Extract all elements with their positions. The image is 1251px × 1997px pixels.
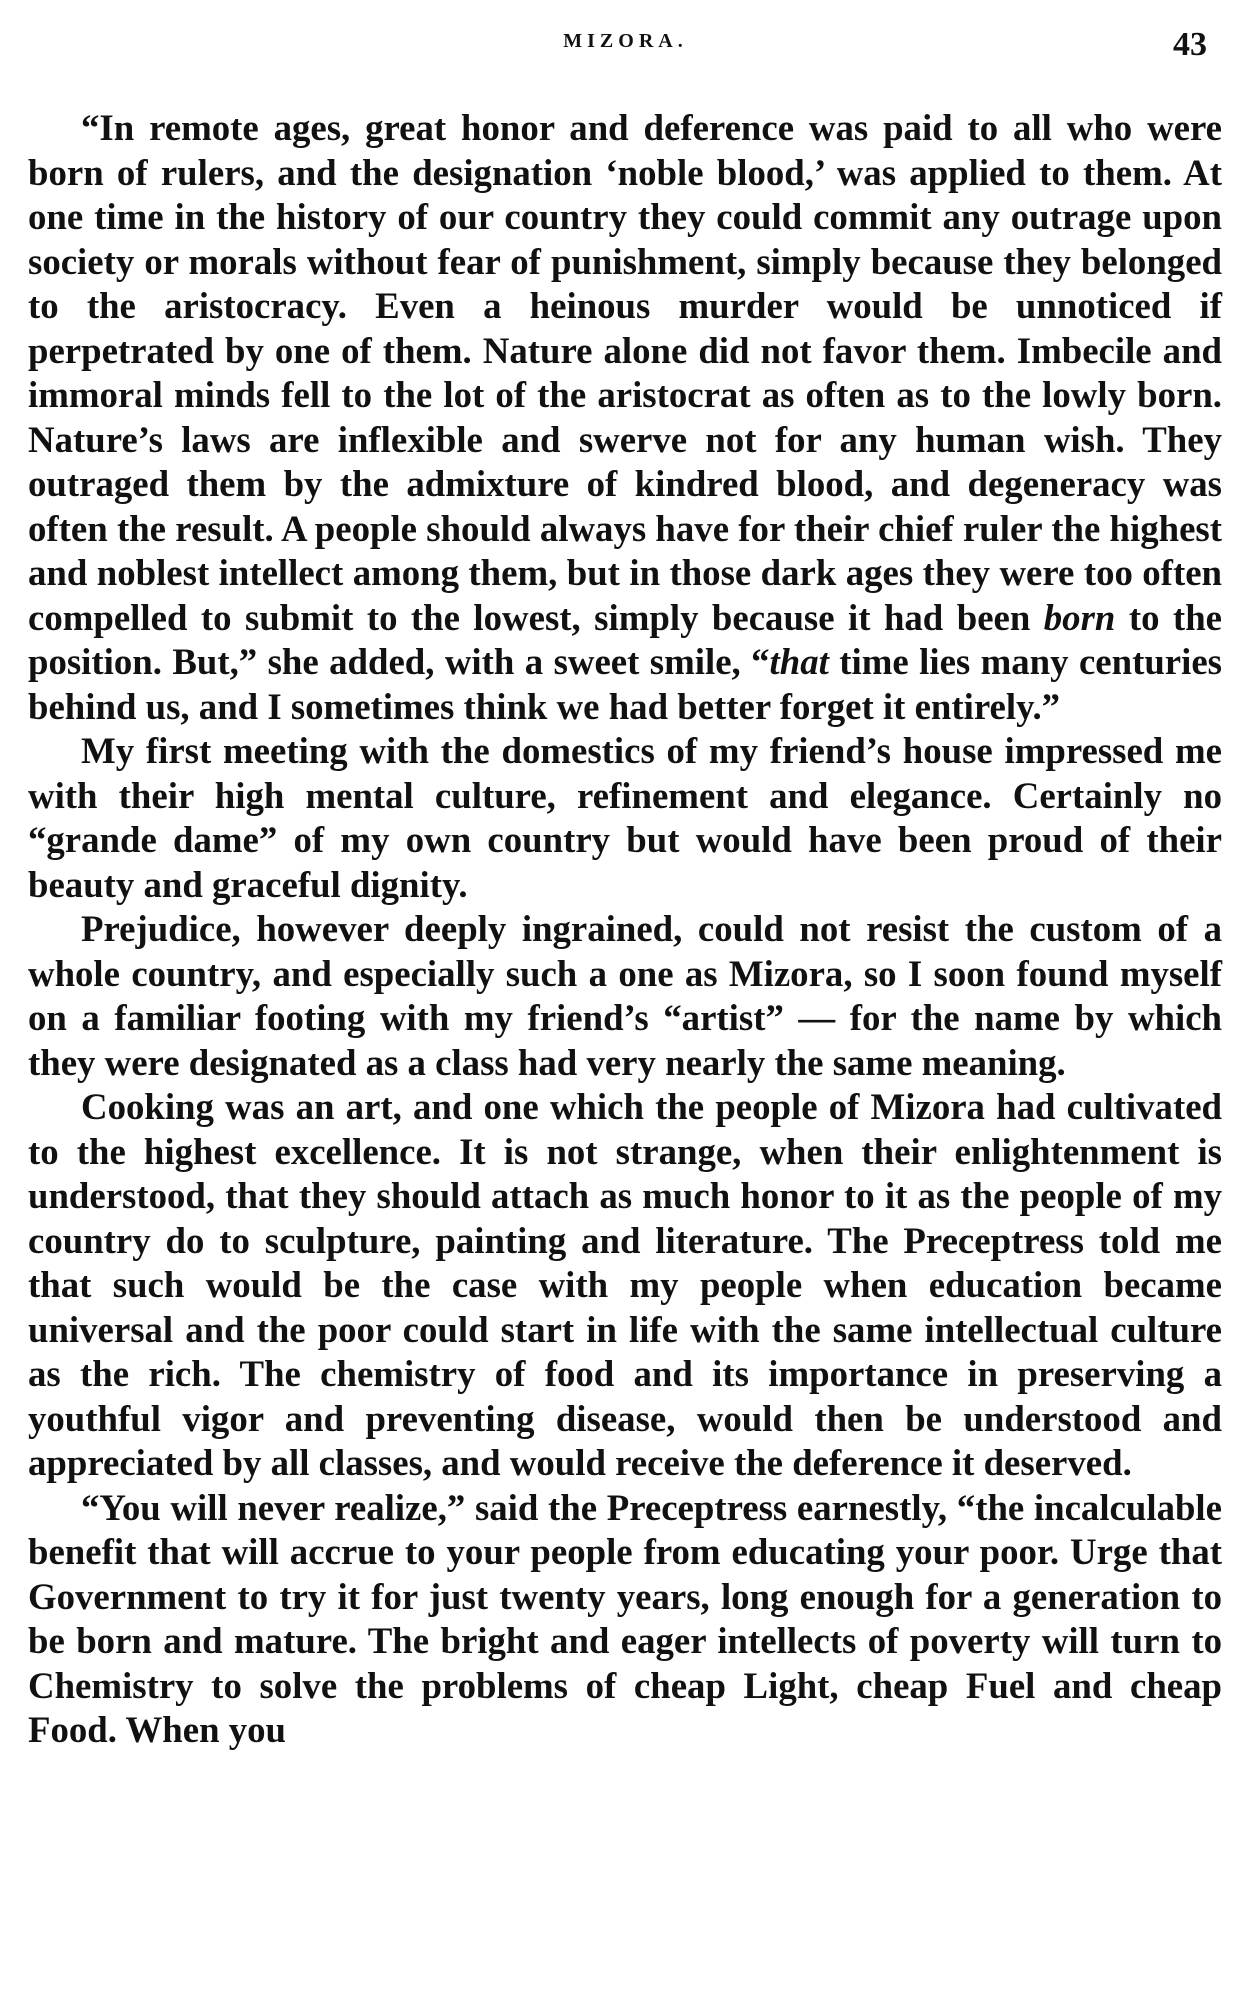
- paragraph-1-text-start: “In remote ages, great honor and deference was paid to all who were born of rulers, and the designation ‘noble blood,’ was applied to them. At one time in the history of our country they could commit any outrage upon society or morals without fear of punishment, simply because they belonged to the aristocracy. Even a heinous murder would be unnoticed if perpetrated by one of them. Nature alone did not favor them. Imbecile and immoral minds fell to the lot of the aristocrat as often as to the lowly born. Nature’s laws are inflexible and swerve not for any human wish. They outraged them by the admixture of kindred blood, and degeneracy was often the result. A people should always have for their chief ruler the highest and noblest intellect among them, but in those dark ages they were too often compelled to submit to the lowest, simply because it had been: [28, 107, 1222, 638]
- page-number: 43: [1173, 26, 1207, 63]
- paragraph-3: Prejudice, however deeply ingrained, could not resist the custom of a whole country, and especially such a one as Mizora, so I soon found myself on a familiar footing with my friend’s “artist” — for the name by which they were designated as a class had very nearly the same meaning.: [28, 908, 1222, 1083]
- running-title: MIZORA.: [563, 30, 688, 52]
- paragraph-1-text-middle: to the position. But,” she added, with a sweet smile, “: [28, 596, 1222, 682]
- paragraph-1: [28, 106, 1222, 729]
- paragraph-5: “You will never realize,” said the Preceptress earnestly, “the incalculable benefit that will accrue to your people from educating your poor. Urge that Government to try it for just twenty years, long enough for a generation to be born and mature. The bright and eager intellects of poverty will turn to Chemistry to solve the problems of cheap Light, cheap Fuel and cheap Food. When you: [28, 1486, 1222, 1750]
- paragraph-4: Cooking was an art, and one which the people of Mizora had cultivated to the highest excellence. It is not strange, when their enlightenment is understood, that they should attach as much honor to it as the people of my country do to sculpture, painting and literature. The Preceptress told me that such would be the case with my people when education became universal and the poor could start in life with the same intellectual culture as the rich. The chemistry of food and its importance in preserving a youthful vigor and preventing disease, would then be understood and appreciated by all classes, and would receive the deference it deserved.: [28, 1086, 1222, 1483]
- running-header: [0, 26, 1251, 66]
- emphasis-born: born: [1043, 596, 1116, 638]
- paragraph-2: My first meeting with the domestics of my friend’s house impressed me with their high mental culture, refinement and elegance. Certainly no “grande dame” of my own country but would have been proud of their beauty and graceful dignity.: [28, 730, 1222, 905]
- paragraph-1-text-end: time lies many centuries behind us, and I sometimes think we had better forget it entirely.”: [28, 641, 1222, 727]
- body-text: [28, 106, 1222, 1753]
- emphasis-that: that: [769, 641, 829, 682]
